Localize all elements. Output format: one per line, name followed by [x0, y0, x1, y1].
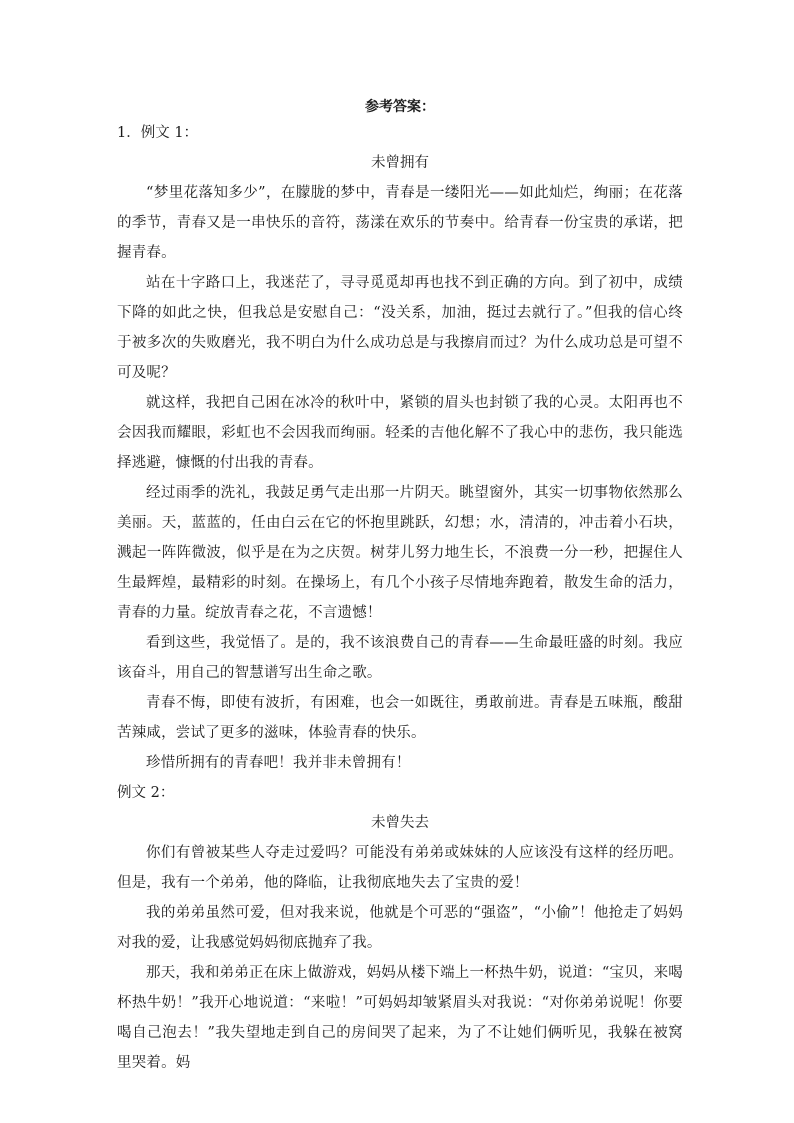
essay-2-paragraph: 你们有曾被某些人夺走过爱吗？可能没有弟弟或妹妹的人应该没有这样的经历吧。但是，我有一个弟弟，他的降临，让我彻底地失去了宝贵的爱！ — [117, 845, 683, 891]
essay-2-paragraph: 我的弟弟虽然可爱，但对我来说，他就是个可恶的“强盗”，“小偷”！他抢走了妈妈对我的爱，让我感觉妈妈彻底抛弃了我。 — [117, 905, 683, 951]
answer-heading: 参考答案： — [365, 99, 435, 115]
essay-2-paragraph: 那天，我和弟弟正在床上做游戏，妈妈从楼下端上一杯热牛奶，说道：“宝贝，来喝杯热牛奶！”我开心地说道：“来啦！”可妈妈却皱紧眉头对我说：“对你弟弟说呢！你要喝自己泡去！”我失望地走到自己的房间哭了起来，为了不让她们俩听见，我躲在被窝里哭着。妈 — [117, 965, 683, 1071]
essay-2-label: 例文 2： — [117, 785, 175, 801]
essay-1-paragraph: 看到这些，我觉悟了。是的，我不该浪费自己的青春——生命最旺盛的时刻。我应该奋斗，用自己的智慧谱写出生命之歌。 — [117, 635, 683, 681]
essay-1-paragraph: 珍惜所拥有的青春吧！我并非未曾拥有！ — [146, 755, 411, 771]
essay-1-title: 未曾拥有 — [371, 155, 429, 171]
essay-2-title: 未曾失去 — [371, 815, 429, 831]
essay-1-paragraph: 经过雨季的洗礼，我鼓足勇气走出那一片阴天。眺望窗外，其实一切事物依然那么美丽。天，蓝蓝的，任由白云在它的怀抱里跳跃，幻想；水，清清的，冲击着小石块，溅起一阵阵微波，似乎是在为之庆贺。树芽儿努力地生长，不浪费一分一秒，把握住人生最辉煌，最精彩的时刻。在操场上，有几个小孩子尽情地奔跑着，散发生命的活力，青春的力量。绽放青春之花，不言遗憾！ — [117, 485, 683, 621]
essay-1-paragraph: “梦里花落知多少”，在朦胧的梦中，青春是一缕阳光——如此灿烂，绚丽；在花落的季节，青春又是一串快乐的音符，荡漾在欢乐的节奏中。给青春一份宝贵的承诺，把握青春。 — [117, 185, 683, 261]
essay-1-paragraph: 青春不悔，即使有波折，有困难，也会一如既往，勇敢前进。青春是五味瓶，酸甜苦辣咸，尝试了更多的滋味，体验青春的快乐。 — [117, 695, 683, 741]
document-page — [117, 96, 683, 1078]
essay-1-label: 1．例文 1： — [117, 125, 199, 141]
essay-1-paragraph: 站在十字路口上，我迷茫了，寻寻觅觅却再也找不到正确的方向。到了初中，成绩下降的如此之快，但我总是安慰自己：“没关系，加油，挺过去就行了。”但我的信心终于被多次的失败磨光，我不明白为什么成功总是与我擦肩而过？为什么成功总是可望不可及呢？ — [117, 275, 683, 381]
essay-1-paragraph: 就这样，我把自己困在冰冷的秋叶中，紧锁的眉头也封锁了我的心灵。太阳再也不会因我而耀眼，彩虹也不会因我而绚丽。轻柔的吉他化解不了我心中的悲伤，我只能选择逃避，慷慨的付出我的青春。 — [117, 395, 683, 471]
